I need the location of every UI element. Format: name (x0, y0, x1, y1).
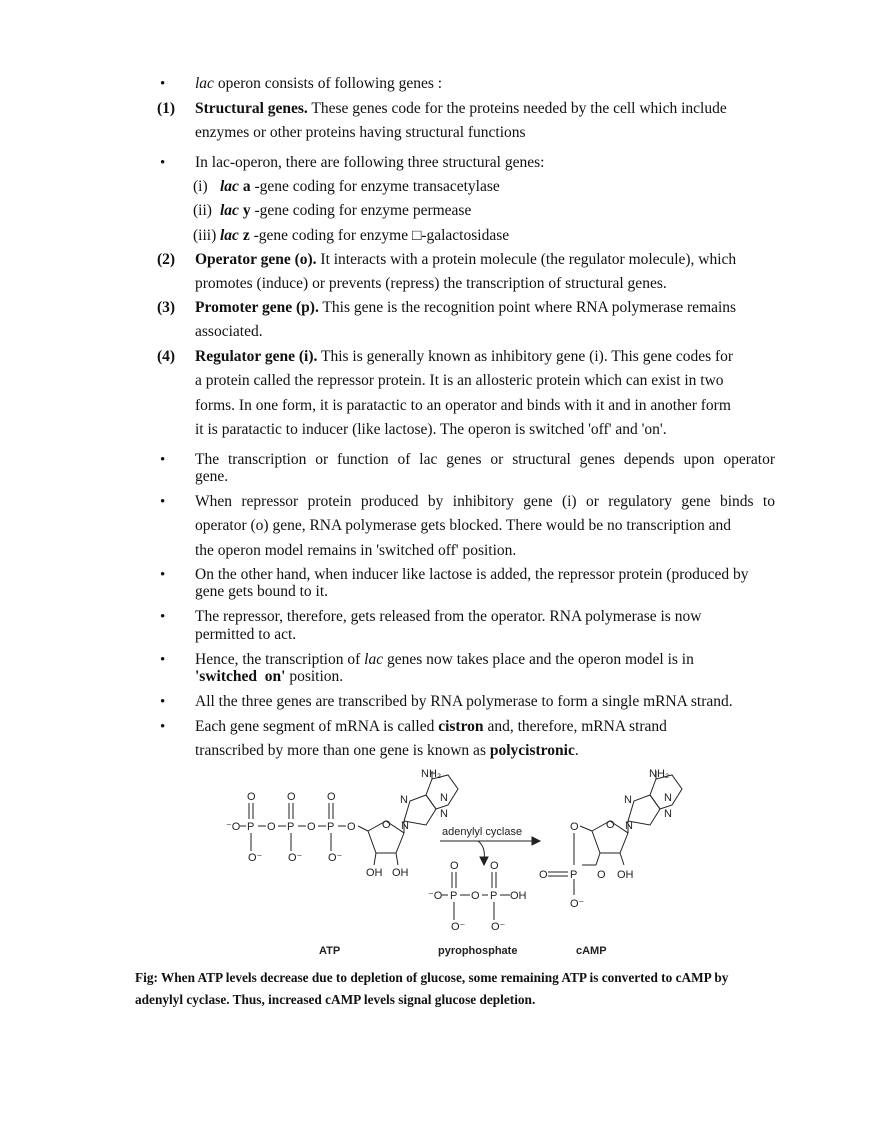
regulator-gene-line2: a protein called the repressor protein. It is an allosteric protein which can exist in two (195, 372, 724, 389)
atom-label: N (664, 792, 672, 804)
atom-label: N (401, 820, 409, 832)
atom-label: O⁻ (328, 852, 343, 864)
item-number: (4) (157, 348, 176, 365)
atom-label: OH (617, 869, 634, 881)
atom-label: O (450, 860, 459, 872)
atom-label: O (287, 791, 296, 803)
enzyme-label: adenylyl cyclase (442, 826, 523, 838)
bullet-repressor-line1: When repressor protein produced by inhibitory gene (i) or regulatory gene binds to (195, 493, 775, 510)
bullet: • (160, 694, 166, 710)
atom-label: P (287, 821, 295, 833)
atom-label: O (247, 791, 256, 803)
atom-label: O (382, 819, 391, 831)
bullet-repressor-line2: operator (o) gene, RNA polymerase gets blocked. There would be no transcription and (195, 517, 732, 534)
atom-label: O (539, 869, 548, 881)
bullet: • (160, 452, 166, 468)
atom-label: O (307, 821, 316, 833)
nh2-label: NH₂ (421, 768, 442, 780)
sub-item-lac-z: lac z -gene coding for enzyme □-galactosidase (220, 227, 510, 244)
atom-label: N (664, 808, 672, 820)
sub-item-lac-a: lac a -gene coding for enzyme transacetylase (220, 178, 500, 195)
atom-label: O (327, 791, 336, 803)
atom-label: O (347, 821, 356, 833)
atom-label: P (450, 890, 458, 902)
atom-label: P (327, 821, 335, 833)
atom-label: O⁻ (570, 898, 585, 910)
structural-genes-line1: Structural genes. These genes code for the proteins needed by the cell which include (195, 100, 727, 117)
atom-label: OH (366, 867, 383, 879)
atom-label: O⁻ (451, 921, 466, 933)
sub-item-number: (i) (193, 178, 208, 195)
operator-gene-line2: promotes (induce) or prevents (repress) the transcription of structural genes. (195, 275, 667, 292)
promoter-gene-line1: Promoter gene (p). This gene is the recognition point where RNA polymerase remains (195, 299, 737, 316)
regulator-gene-line1: Regulator gene (i). This is generally known as inhibitory gene (i). This gene codes for (195, 348, 734, 365)
bullet: • (160, 652, 166, 668)
atp-to-camp-reaction-diagram (220, 765, 690, 965)
bullet: • (160, 567, 166, 583)
atom-label: O (490, 860, 499, 872)
atom-label: P (490, 890, 498, 902)
figure-caption: Fig: When ATP levels decrease due to depletion of glucose, some remaining ATP is converted to cAMP by adenylyl cyclase. Thus, increased cAMP levels signal glucose depletion. (135, 970, 729, 1007)
bullet-transcription-line1: The transcription or function of lac genes or structural genes depends upon operator (195, 451, 775, 468)
atom-label: N (440, 792, 448, 804)
atom-label: O (597, 869, 606, 881)
atom-label: O⁻ (491, 921, 506, 933)
atom-label: O (606, 819, 615, 831)
atom-label: OH (510, 890, 527, 902)
bullet: • (160, 609, 166, 625)
item-number: (1) (157, 100, 176, 117)
atom-label: O (570, 821, 579, 833)
atom-label: O⁻ (288, 852, 303, 864)
atom-label: N (400, 794, 408, 806)
nh2-label: NH₂ (649, 768, 670, 780)
atom-label: ⁻O (226, 821, 241, 833)
bullet-released-line2: permitted to act. (195, 626, 297, 643)
bullet: • (160, 494, 166, 510)
bullet-cistron-line2: transcribed by more than one gene is known as polycistronic. (195, 742, 579, 759)
regulator-gene-line4: it is paratactic to inducer (like lactose). The operon is switched 'off' and 'on'. (195, 421, 667, 438)
bullet-released-line1: The repressor, therefore, gets released from the operator. RNA polymerase is now (195, 608, 702, 625)
atom-label: OH (392, 867, 409, 879)
atom-label: O (267, 821, 276, 833)
sub-item-lac-y: lac y -gene coding for enzyme permease (220, 202, 472, 219)
intro-line: lac operon consists of following genes : (195, 75, 443, 92)
structural-intro: In lac-operon, there are following three structural genes: (195, 154, 545, 171)
atom-label: N (440, 808, 448, 820)
regulator-gene-line3: forms. In one form, it is paratactic to an operator and binds with it and in another form (195, 397, 731, 414)
bullet-inducer-line2: gene gets bound to it. (195, 583, 329, 600)
bullet-transcription-line2: gene. (195, 468, 229, 485)
bullet-hence-line2: 'switched on' position. (195, 668, 344, 685)
bullet-transcribed: All the three genes are transcribed by RNA polymerase to form a single mRNA strand. (195, 693, 733, 710)
atom-label: P (570, 869, 578, 881)
operator-gene-line1: Operator gene (o). It interacts with a protein molecule (the regulator molecule), which (195, 251, 737, 268)
bullet-repressor-line3: the operon model remains in 'switched off' position. (195, 542, 517, 559)
camp-label: cAMP (576, 945, 607, 957)
item-number: (3) (157, 299, 176, 316)
promoter-gene-line2: associated. (195, 323, 263, 340)
structural-genes-line2: enzymes or other proteins having structural functions (195, 124, 526, 141)
atp-label: ATP (319, 945, 341, 957)
bullet-inducer-line1: On the other hand, when inducer like lactose is added, the repressor protein (produced by (195, 566, 749, 583)
atom-label: N (625, 820, 633, 832)
atom-label: O (471, 890, 480, 902)
item-number: (2) (157, 251, 176, 268)
atom-label: ⁻O (428, 890, 443, 902)
bullet-cistron-line1: Each gene segment of mRNA is called cistron and, therefore, mRNA strand (195, 718, 667, 735)
atom-label: N (624, 794, 632, 806)
atom-label: P (247, 821, 255, 833)
atom-label: O⁻ (248, 852, 263, 864)
bullet: • (160, 155, 166, 171)
bullet: • (160, 76, 166, 92)
pyrophosphate-label: pyrophosphate (438, 945, 518, 957)
bullet-hence-line1: Hence, the transcription of lac genes now takes place and the operon model is in (195, 651, 694, 668)
bullet: • (160, 719, 166, 735)
sub-item-number: (ii) (193, 202, 212, 219)
sub-item-number: (iii) (193, 227, 217, 244)
